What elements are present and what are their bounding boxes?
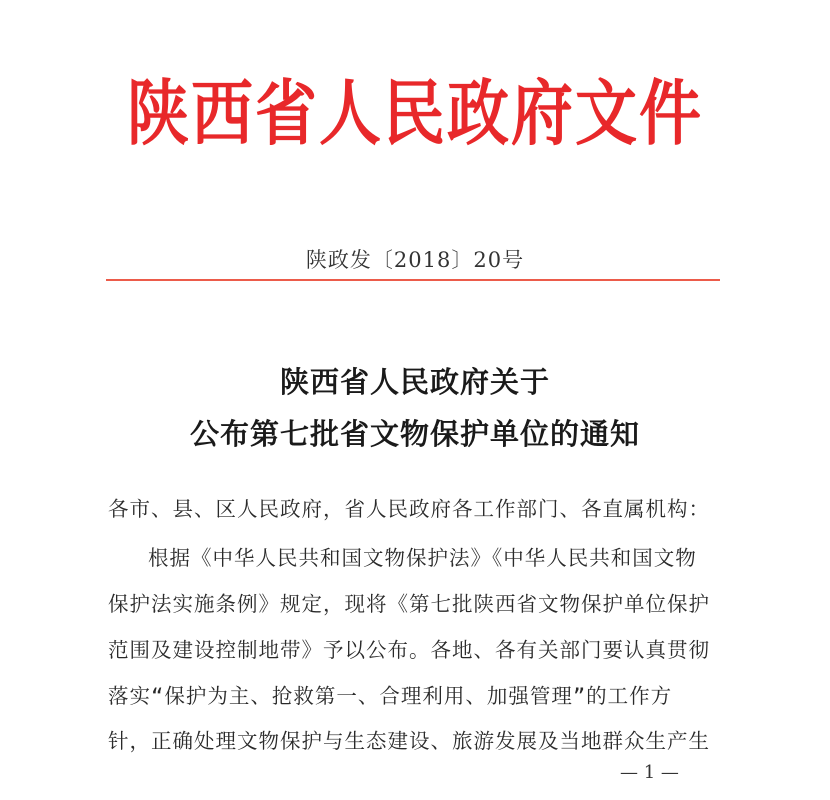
document-number: 陕政发〔2018〕20号 (305, 248, 525, 272)
page-number: — 1 — (620, 762, 679, 783)
notice-title-line-2: 公布第七批省文物保护单位的通知 (189, 417, 640, 451)
body-line-5: 针，正确处理文物保护与生态建设、旅游发展及当地群众生产生 (108, 729, 710, 753)
body-line-3: 范围及建设控制地带》予以公布。各地、各有关部门要认真贯彻 (108, 638, 710, 662)
notice-title-line-1: 陕西省人民政府关于 (279, 365, 550, 399)
body-line-1: 根据《中华人民共和国文物保护法》《中华人民共和国文物 (148, 546, 697, 570)
body-line-2: 保护法实施条例》规定，现将《第七批陕西省文物保护单位保护 (108, 592, 710, 616)
red-separator-line (106, 279, 720, 281)
issuer-red-header: 陕西省人民政府文件 (126, 71, 703, 156)
salutation: 各市、县、区人民政府，省人民政府各工作部门、各直属机构： (108, 497, 710, 521)
body-line-4: 落实“保护为主、抢救第一、合理利用、加强管理”的工作方 (108, 684, 673, 708)
